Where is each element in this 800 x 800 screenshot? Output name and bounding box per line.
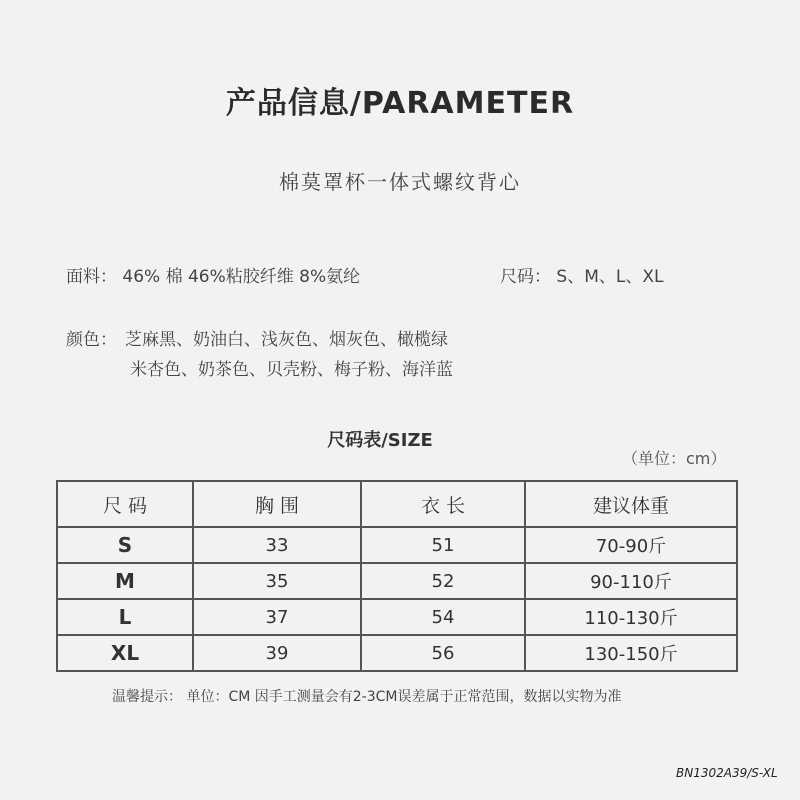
weight-cell: 70-90斤	[525, 527, 737, 563]
size-cell: L	[57, 599, 193, 635]
sizes-available: 尺码： S、M、L、XL	[500, 267, 664, 287]
size-cell: XL	[57, 635, 193, 671]
length-cell: 54	[361, 599, 525, 635]
weight-cell: 130-150斤	[525, 635, 737, 671]
size-table	[56, 480, 738, 672]
length-cell: 51	[361, 527, 525, 563]
product-name: 棉莫罩杯一体式螺纹背心	[279, 170, 521, 194]
size-chart-unit: （单位：cm）	[622, 449, 727, 468]
color-label: 颜色：	[66, 330, 117, 350]
size-cell: S	[57, 527, 193, 563]
chest-cell: 33	[193, 527, 361, 563]
header-weight: 建议体重	[525, 481, 737, 527]
length-cell: 56	[361, 635, 525, 671]
table-header-row	[57, 481, 737, 527]
chest-cell: 39	[193, 635, 361, 671]
chest-cell: 35	[193, 563, 361, 599]
header-size: 尺 码	[57, 481, 193, 527]
chest-cell: 37	[193, 599, 361, 635]
size-chart-title: 尺码表/SIZE	[327, 430, 433, 451]
table-row	[57, 599, 737, 635]
colors-line-2: 米杏色、奶茶色、贝壳粉、梅子粉、海洋蓝	[130, 360, 453, 380]
weight-cell: 110-130斤	[525, 599, 737, 635]
header-length: 衣 长	[361, 481, 525, 527]
size-cell: M	[57, 563, 193, 599]
length-cell: 52	[361, 563, 525, 599]
weight-cell: 90-110斤	[525, 563, 737, 599]
header-chest: 胸 围	[193, 481, 361, 527]
page-title: 产品信息/PARAMETER	[225, 86, 575, 121]
sku-code: BN1302A39/S-XL	[676, 766, 778, 780]
colors-line-1: 芝麻黑、奶油白、浅灰色、烟灰色、橄榄绿	[125, 330, 448, 350]
table-row	[57, 527, 737, 563]
fabric-info: 面料： 46% 棉 46%粘胶纤维 8%氨纶	[66, 267, 361, 287]
table-row	[57, 563, 737, 599]
table-row	[57, 635, 737, 671]
measurement-tip: 温馨提示： 单位：CM 因手工测量会有2-3CM误差属于正常范围，数据以实物为准	[112, 689, 622, 705]
